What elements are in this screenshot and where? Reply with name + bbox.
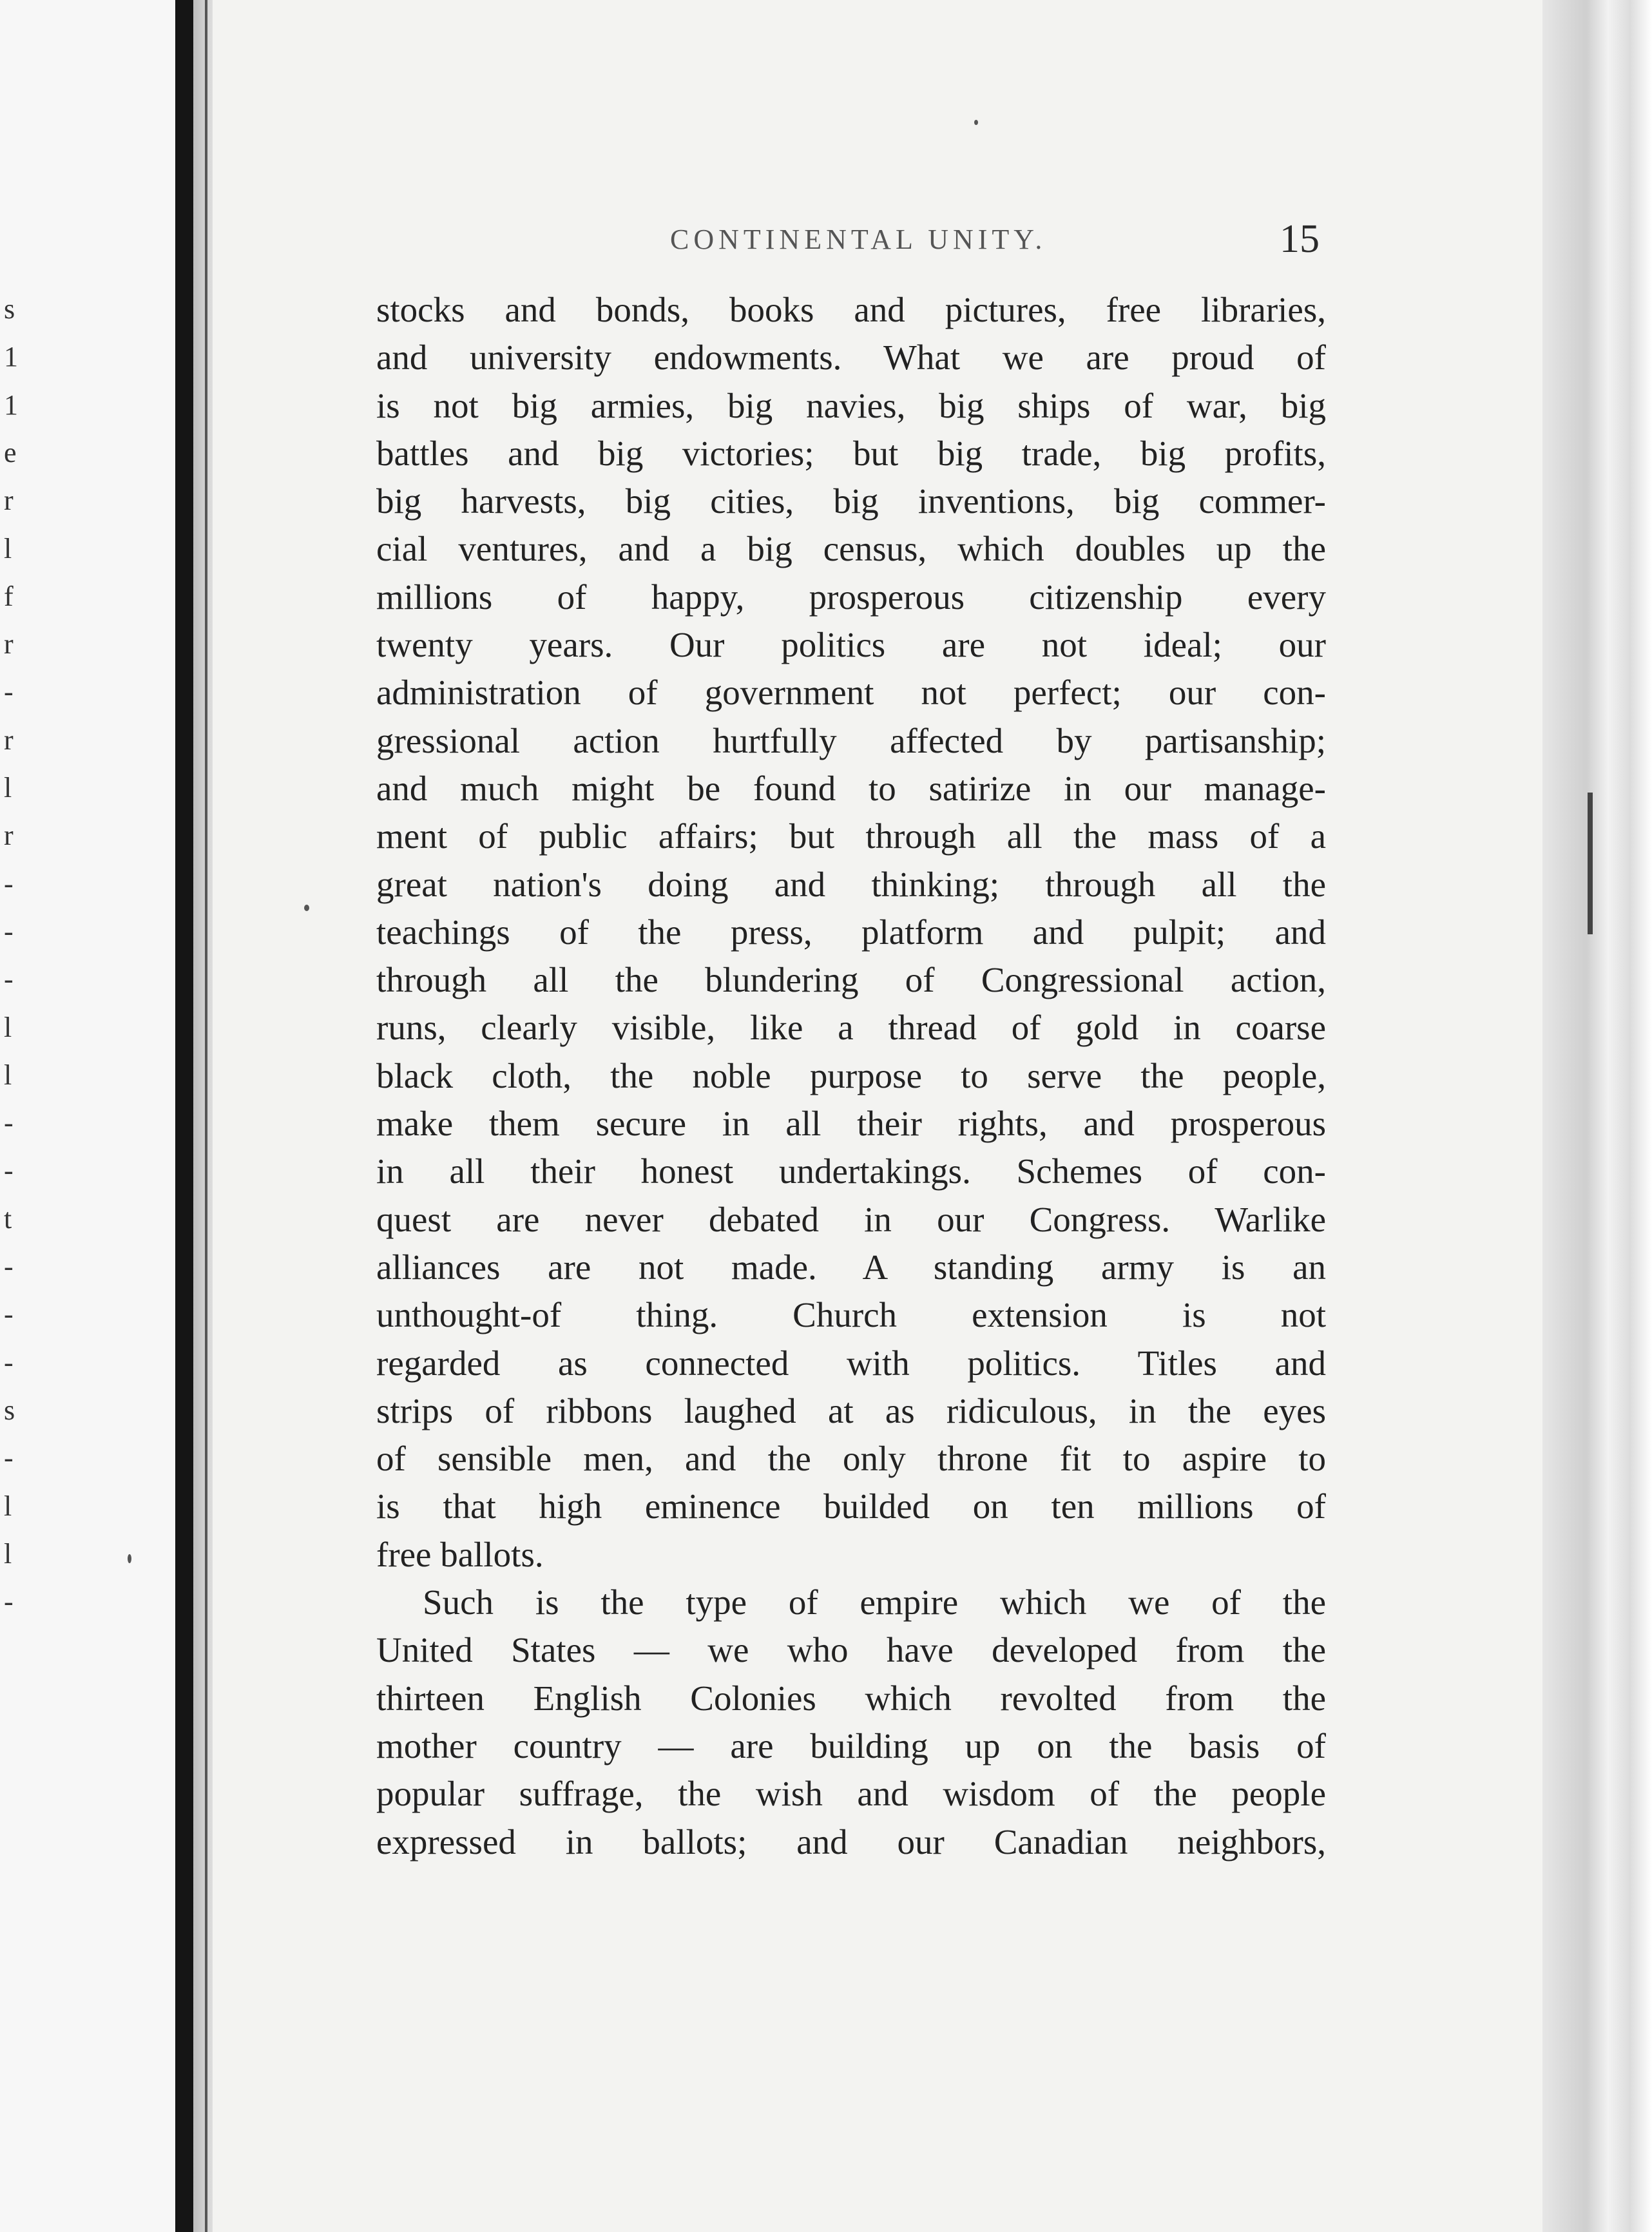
facing-page-glyph: - xyxy=(4,1298,14,1331)
text-line: stocks and bonds, books and pictures, free libraries, xyxy=(376,290,1326,329)
ink-speck xyxy=(974,120,978,125)
facing-page-glyph: - xyxy=(4,676,14,708)
ink-speck xyxy=(128,1554,131,1563)
text-line: through all the blundering of Congressional action, xyxy=(376,960,1326,1000)
text-line: twenty years. Our politics are not ideal; our xyxy=(376,625,1326,665)
text-line: is not big armies, big navies, big ships of war, big xyxy=(376,385,1326,425)
facing-page-glyph: - xyxy=(4,1346,14,1378)
page-edge-mark xyxy=(1588,793,1593,934)
facing-page-glyph: r xyxy=(4,724,14,756)
text-line: United States — we who have developed from the xyxy=(376,1630,1326,1670)
body-text xyxy=(376,286,1326,1866)
text-line: expressed in ballots; and our Canadian neighbors, xyxy=(376,1822,1326,1862)
facing-page-glyph: r xyxy=(4,485,14,517)
text-line: of sensible men, and the only throne fit to aspire to xyxy=(376,1439,1326,1479)
text-line: cial ventures, and a big census, which doubles up the xyxy=(376,529,1326,569)
facing-page-glyph: l xyxy=(4,532,12,564)
text-line: quest are never debated in our Congress. Warlike xyxy=(376,1199,1326,1239)
book-gutter xyxy=(175,0,193,2232)
ink-speck xyxy=(304,905,309,911)
text-line: in all their honest undertakings. Schemes of con- xyxy=(376,1151,1326,1191)
facing-page-glyph: - xyxy=(4,1155,14,1187)
facing-page-glyph: l xyxy=(4,1059,12,1091)
text-line: gressional action hurtfully affected by partisanship; xyxy=(376,720,1326,760)
text-line: big harvests, big cities, big inventions, big commer- xyxy=(376,481,1326,521)
text-line: alliances are not made. A standing army is an xyxy=(376,1247,1326,1287)
text-line: and much might be found to satirize in our manage- xyxy=(376,768,1326,808)
text-line: mother country — are building up on the basis of xyxy=(376,1726,1326,1765)
text-line: unthought-of thing. Church extension is not xyxy=(376,1295,1326,1335)
facing-page-glyph: - xyxy=(4,1442,14,1474)
text-line: battles and big victories; but big trade, big profits, xyxy=(376,433,1326,473)
text-line: administration of government not perfect; our con- xyxy=(376,673,1326,713)
text-line: make them secure in all their rights, and prosperous xyxy=(376,1104,1326,1144)
text-line: black cloth, the noble purpose to serve the people, xyxy=(376,1055,1326,1095)
page-edge-right xyxy=(1542,0,1652,2232)
facing-page-glyph: l xyxy=(4,772,12,803)
facing-page-glyph: f xyxy=(4,580,14,612)
facing-page-glyph: t xyxy=(4,1202,12,1235)
text-line: popular suffrage, the wish and wisdom of the people xyxy=(376,1774,1326,1814)
text-line: free ballots. xyxy=(376,1534,544,1574)
facing-page-glyph: l xyxy=(4,1011,12,1043)
page-number: 15 xyxy=(1280,217,1320,261)
running-head: CONTINENTAL UNITY. xyxy=(670,224,1047,255)
text-line: and university endowments. What we are proud of xyxy=(376,338,1326,378)
facing-page-glyph: l xyxy=(4,1490,12,1522)
facing-page-glyph: - xyxy=(4,963,14,996)
facing-page-glyph: l xyxy=(4,1537,12,1570)
text-line: thirteen English Colonies which revolted from the xyxy=(376,1678,1326,1718)
text-line: millions of happy, prosperous citizenship every xyxy=(376,577,1326,617)
text-line: runs, clearly visible, like a thread of gold in coarse xyxy=(376,1008,1326,1048)
facing-page-glyph: - xyxy=(4,915,14,947)
facing-page-glyph: - xyxy=(4,1107,14,1139)
text-line: strips of ribbons laughed at as ridiculous, in the eyes xyxy=(376,1390,1326,1430)
facing-page-glyph: - xyxy=(4,1586,14,1618)
facing-page-glyph: s xyxy=(4,1394,15,1426)
facing-page-glyph: - xyxy=(4,867,14,900)
text-line: Such is the type of empire which we of the xyxy=(423,1583,1326,1622)
text-line: great nation's doing and thinking; through all the xyxy=(376,864,1326,904)
facing-page-glyph: r xyxy=(4,628,14,660)
text-line: teachings of the press, platform and pulpit; and xyxy=(376,912,1326,952)
text-line: ment of public affairs; but through all the mass of a xyxy=(376,816,1326,856)
facing-page-glyph: 1 xyxy=(4,389,18,421)
facing-page-glyph: e xyxy=(4,436,17,468)
gutter-line xyxy=(205,0,207,2232)
facing-page-edge xyxy=(0,0,175,2232)
facing-page-glyph: r xyxy=(4,820,14,852)
gutter-shadow xyxy=(193,0,213,2232)
facing-page-glyph: - xyxy=(4,1251,14,1282)
facing-page-glyph: s xyxy=(4,293,15,325)
text-line: regarded as connected with politics. Titles and xyxy=(376,1343,1326,1383)
facing-page-glyph: 1 xyxy=(4,341,18,373)
text-line: is that high eminence builded on ten millions of xyxy=(376,1486,1326,1526)
